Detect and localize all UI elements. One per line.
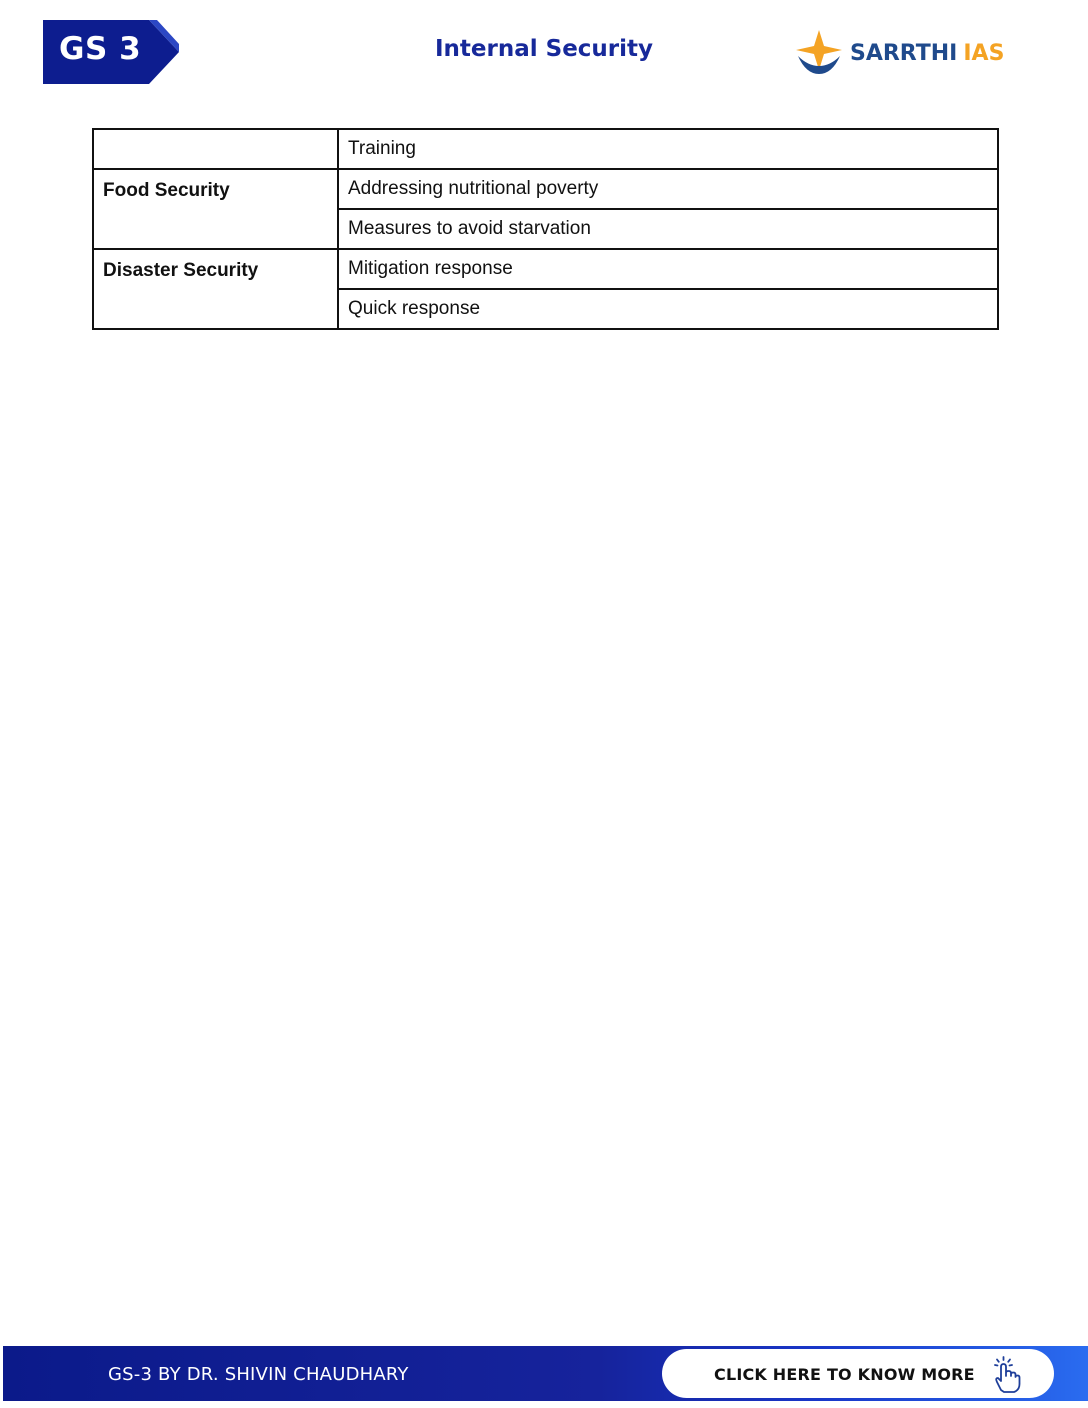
item-cell: Addressing nutritional poverty	[338, 169, 998, 209]
table-row	[93, 249, 998, 289]
pointer-hand-icon	[990, 1356, 1024, 1394]
know-more-label: CLICK HERE TO KNOW MORE	[714, 1365, 975, 1384]
category-cell	[93, 129, 338, 169]
table-row	[93, 129, 998, 169]
sarrthi-ias-logo	[796, 30, 1016, 76]
logo-wordmark	[850, 41, 1004, 66]
item-cell: Training	[338, 129, 998, 169]
footer-bar	[3, 1346, 1088, 1401]
item-cell: Quick response	[338, 289, 998, 329]
table-row	[93, 169, 998, 209]
category-cell: Food Security	[93, 169, 338, 249]
logo-text-ias: IAS	[963, 41, 1005, 66]
category-cell: Disaster Security	[93, 249, 338, 329]
item-cell: Mitigation response	[338, 249, 998, 289]
star-logo-icon	[796, 30, 846, 76]
page-title: Internal Security	[434, 36, 654, 62]
security-table	[92, 128, 999, 330]
item-cell: Measures to avoid starvation	[338, 209, 998, 249]
logo-text-sarrthi: SARRTHI	[850, 41, 958, 66]
footer-author-text: GS-3 BY DR. SHIVIN CHAUDHARY	[108, 1364, 409, 1385]
gs-badge-label: GS 3	[59, 31, 142, 67]
know-more-button[interactable]	[662, 1349, 1054, 1398]
